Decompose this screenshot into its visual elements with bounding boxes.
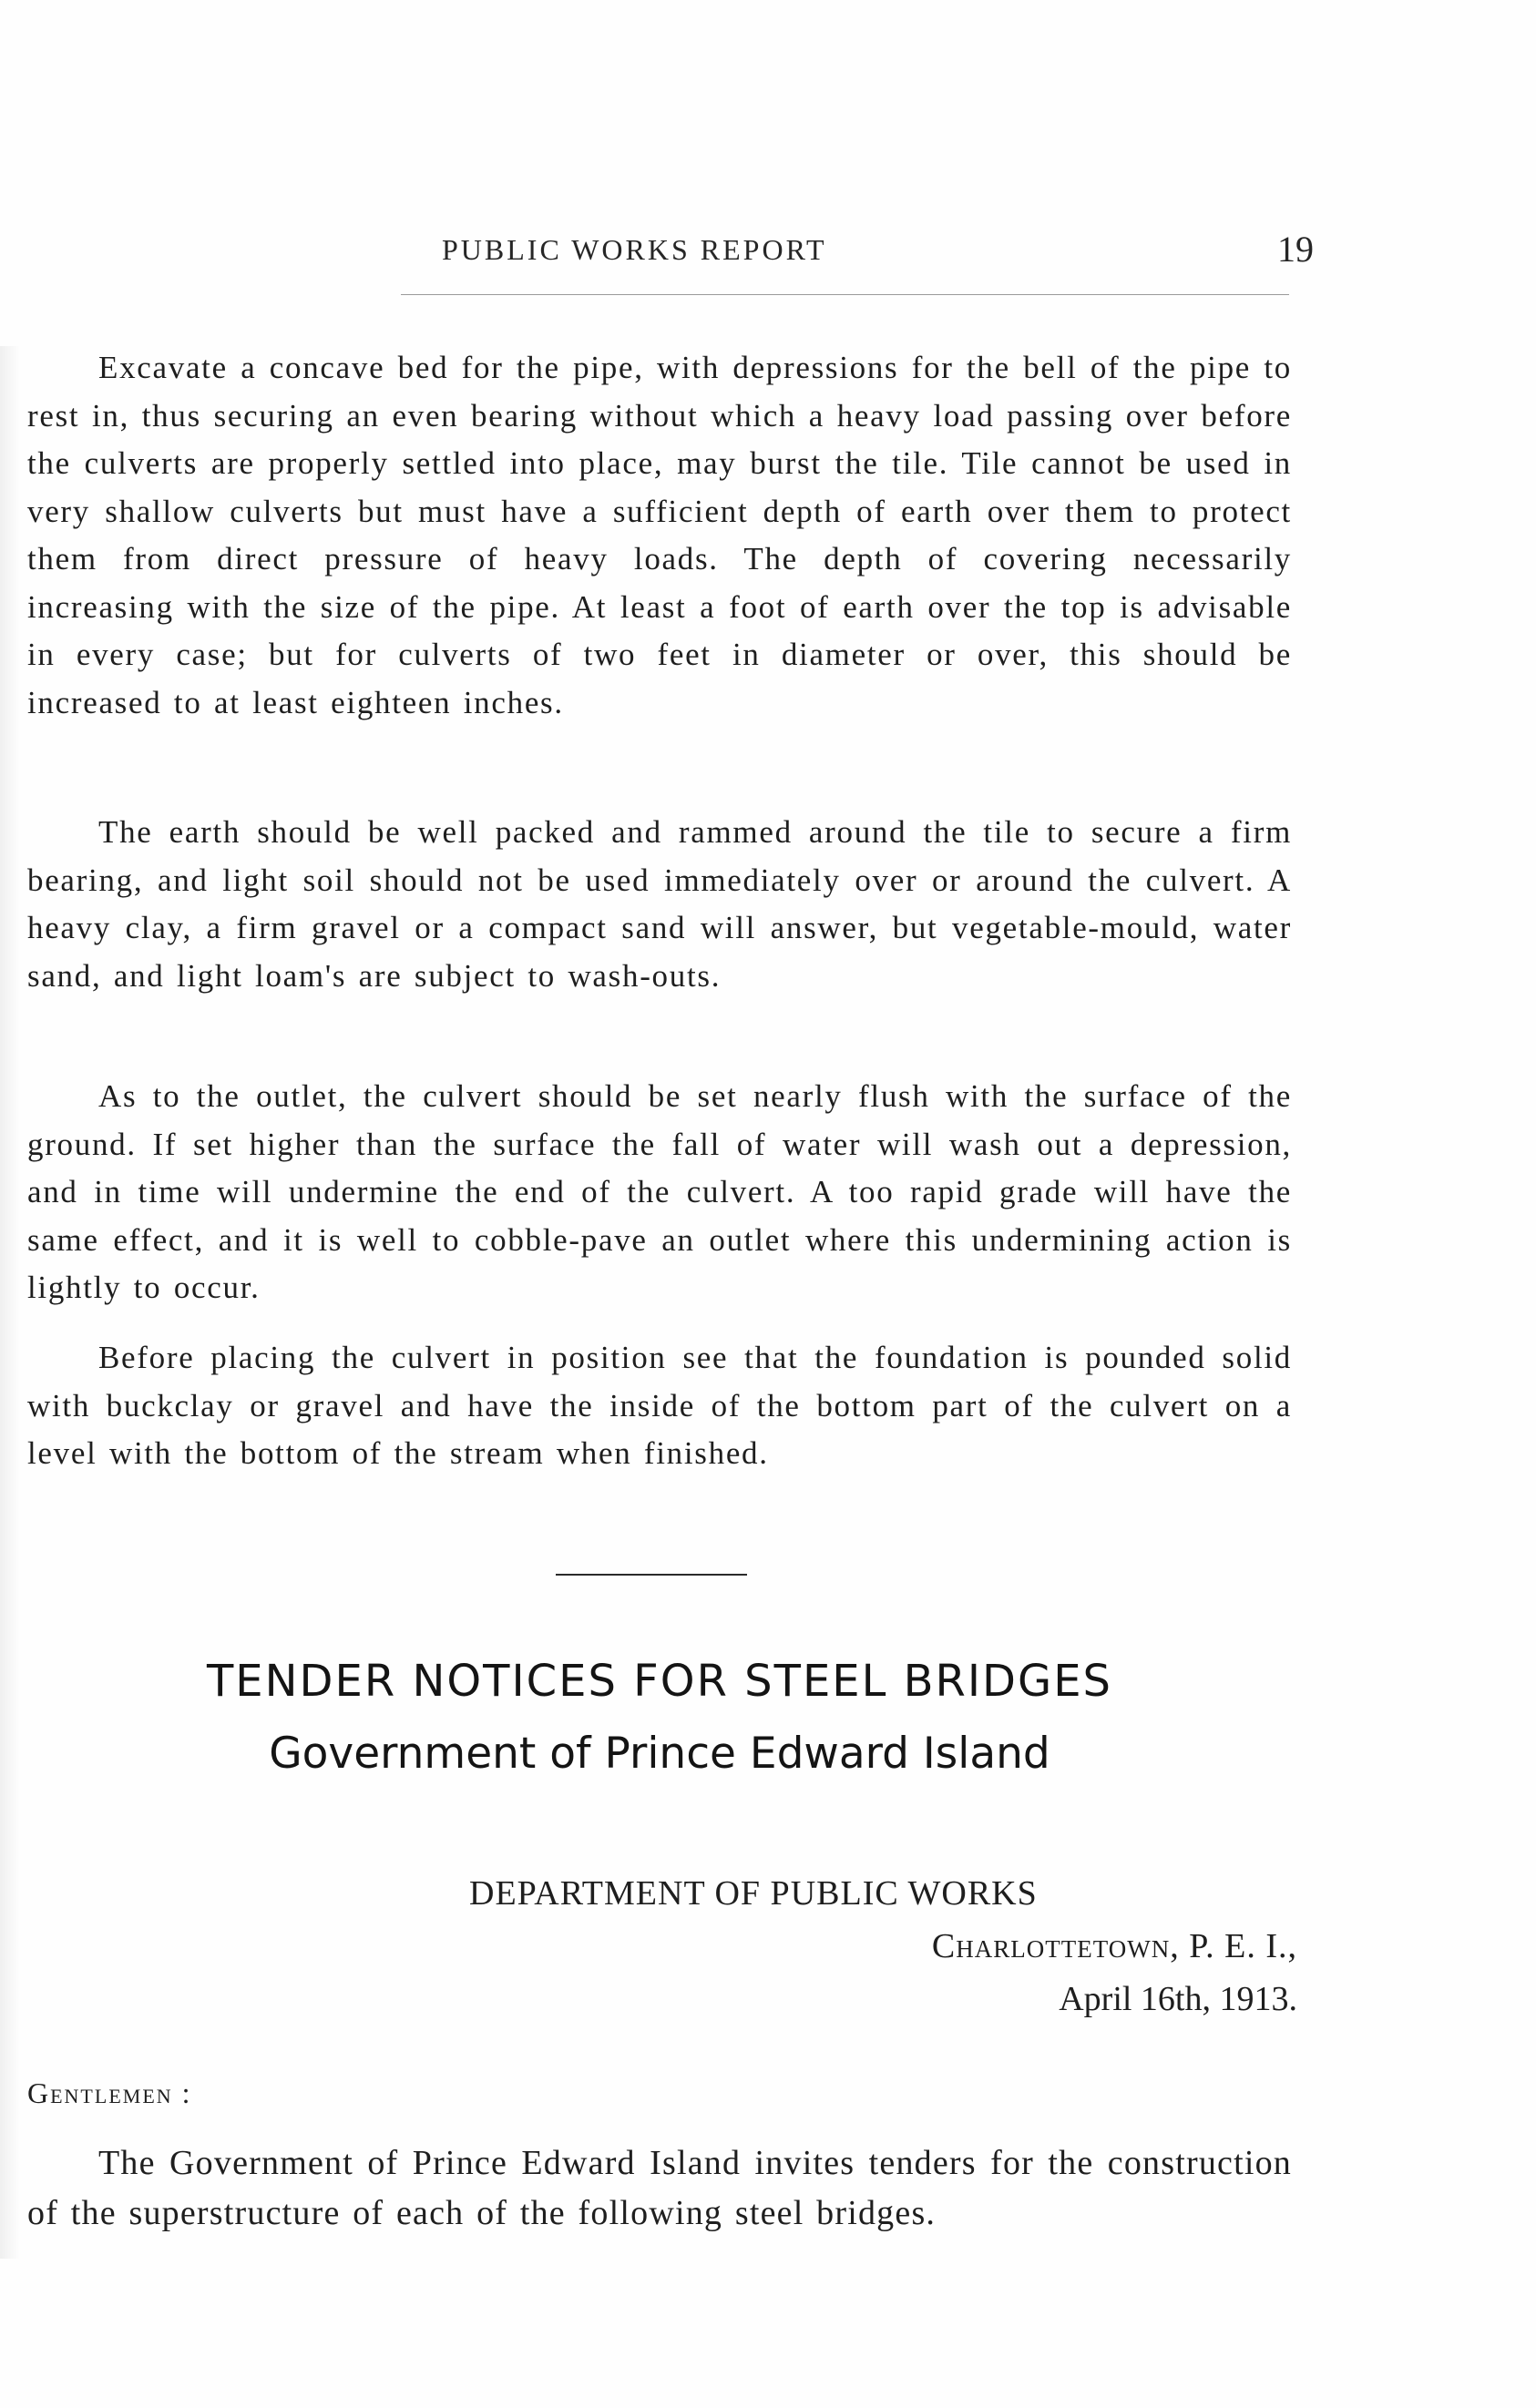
- header-rule: [401, 294, 1289, 295]
- paragraph-tender-invitation: [27, 2138, 1292, 2239]
- date-line: April 16th, 1913.: [1059, 1980, 1297, 2018]
- paragraph-placing: [27, 1334, 1292, 1478]
- paragraph-outlet: [27, 1073, 1292, 1312]
- paragraph-text: Before placing the culvert in position see that the foundation is pounded solid with buckclay or gravel and have the inside of the bottom part of the culvert on a level with the bottom of the stream when finished.: [27, 1340, 1292, 1471]
- page-number: 19: [1277, 229, 1314, 270]
- address-line: Charlottetown, P. E. I.,: [931, 1927, 1297, 1965]
- running-title: PUBLIC WORKS REPORT: [442, 233, 827, 266]
- department-name: DEPARTMENT OF PUBLIC WORKS: [469, 1874, 1038, 1913]
- salutation: Gentlemen :: [27, 2076, 192, 2109]
- running-header: [27, 228, 1314, 273]
- notice-title: TENDER NOTICES FOR STEEL BRIDGES: [206, 1656, 1113, 1707]
- paragraph-text: The earth should be well packed and rammed around the tile to secure a firm bearing, and light soil should not be used immediately over or around the culvert. A heavy clay, a firm gravel or a compact sand will answer, but vegetable-mould, water sand, and light loam's are subject to wash-outs.: [27, 814, 1292, 994]
- scan-edge-shadow: [0, 346, 20, 2259]
- paragraph-text: Excavate a concave bed for the pipe, with depressions for the bell of the pipe to rest in, thus securing an even bearing without which a heavy load passing over before the culverts are properly settled into place, may burst the tile. Tile cannot be used in very shallow culverts but must have a sufficient depth of earth over them to protect them from direct pressure of heavy loads. The depth of covering necessarily increasing with the size of the pipe. At least a foot of earth over the top is advisable in every case; but for culverts of two feet in diameter or over, this should be increased to at least eighteen inches.: [27, 350, 1292, 720]
- paragraph-earth-packing: [27, 809, 1292, 1000]
- section-divider: [556, 1574, 747, 1576]
- paragraph-excavate: [27, 344, 1292, 727]
- paragraph-text: The Government of Prince Edward Island invites tenders for the construction of the superstructure of each of the following steel bridges.: [27, 2144, 1292, 2232]
- paragraph-text: As to the outlet, the culvert should be set nearly flush with the surface of the ground. If set higher than the surface the fall of water will wash out a depression, and in time will undermine the end of the culvert. A too rapid grade will have the same effect, and it is well to cobble-pave an outlet where this undermining action is lightly to occur.: [27, 1078, 1292, 1305]
- notice-subtitle: Government of Prince Edward Island: [269, 1729, 1050, 1779]
